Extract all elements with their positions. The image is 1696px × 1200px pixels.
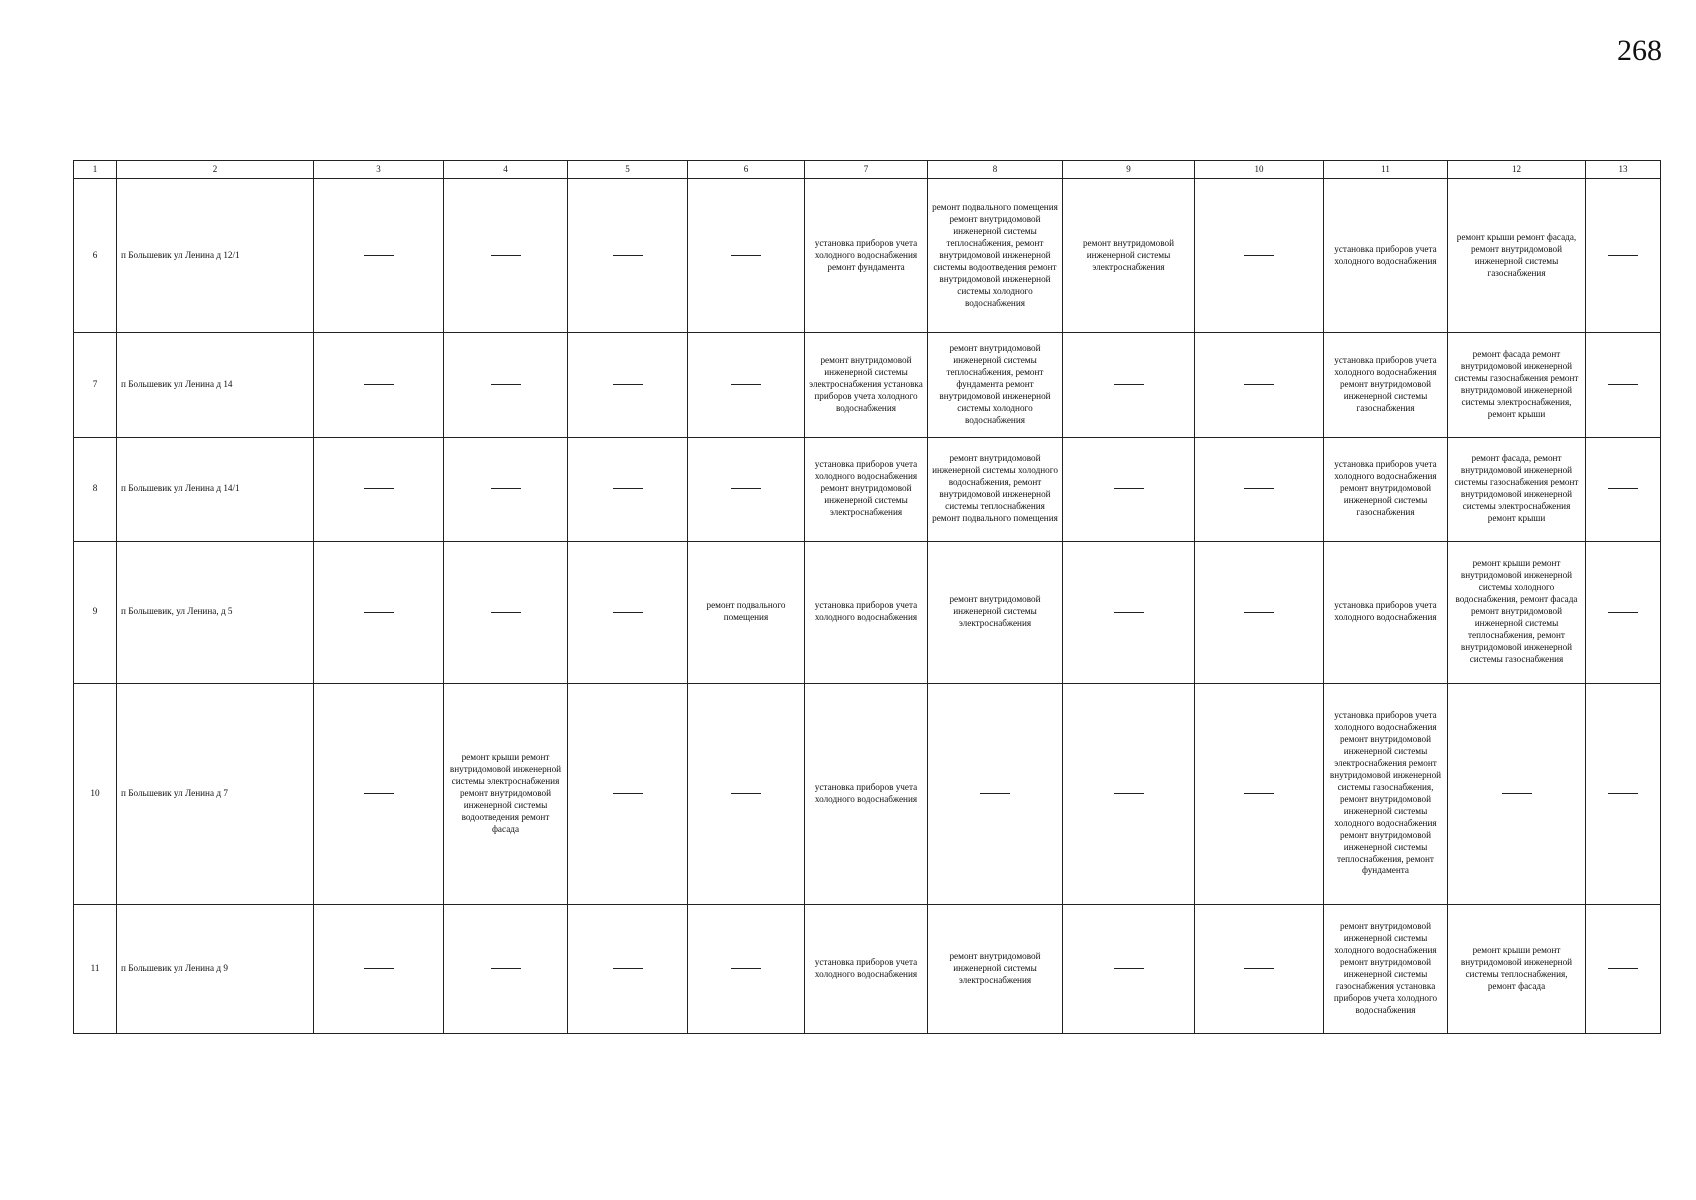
empty-dash-cell xyxy=(1586,437,1661,541)
dash-mark xyxy=(1114,384,1144,385)
address-cell: п Большевик, ул Ленина, д 5 xyxy=(117,541,314,683)
work-cell: установка приборов учета холодного водоснабжения xyxy=(805,683,928,904)
empty-dash-cell xyxy=(444,437,568,541)
empty-dash-cell xyxy=(688,683,805,904)
empty-dash-cell xyxy=(568,541,688,683)
dash-mark xyxy=(1244,968,1274,969)
work-cell: установка приборов учета холодного водоснабжения xyxy=(1324,541,1448,683)
work-cell: ремонт фасада, ремонт внутридомовой инженерной системы газоснабжения ремонт внутридомовой инженерной системы электроснабжения ремонт крыши xyxy=(1448,437,1586,541)
dash-mark xyxy=(491,612,521,613)
dash-mark xyxy=(364,488,394,489)
dash-mark xyxy=(364,255,394,256)
dash-mark xyxy=(613,384,643,385)
column-number: 5 xyxy=(568,161,688,179)
work-cell: установка приборов учета холодного водоснабжения xyxy=(805,904,928,1033)
empty-dash-cell xyxy=(314,904,444,1033)
work-cell: ремонт внутридомовой инженерной системы электроснабжения xyxy=(1063,179,1195,333)
table-row xyxy=(74,683,1661,904)
empty-dash-cell xyxy=(688,333,805,437)
empty-dash-cell xyxy=(1195,904,1324,1033)
empty-dash-cell xyxy=(568,437,688,541)
empty-dash-cell xyxy=(1586,683,1661,904)
empty-dash-cell xyxy=(688,437,805,541)
empty-dash-cell xyxy=(568,179,688,333)
work-cell: ремонт подвального помещения xyxy=(688,541,805,683)
work-cell: установка приборов учета холодного водоснабжения ремонт внутридомовой инженерной системы газоснабжения xyxy=(1324,437,1448,541)
row-number: 7 xyxy=(74,333,117,437)
column-number: 9 xyxy=(1063,161,1195,179)
empty-dash-cell xyxy=(688,179,805,333)
table-row xyxy=(74,333,1661,437)
dash-mark xyxy=(1502,793,1532,794)
dash-mark xyxy=(613,612,643,613)
empty-dash-cell xyxy=(1586,333,1661,437)
dash-mark xyxy=(491,488,521,489)
row-number: 10 xyxy=(74,683,117,904)
dash-mark xyxy=(1244,255,1274,256)
dash-mark xyxy=(613,793,643,794)
empty-dash-cell xyxy=(1195,179,1324,333)
work-cell: установка приборов учета холодного водоснабжения ремонт фундамента xyxy=(805,179,928,333)
empty-dash-cell xyxy=(688,904,805,1033)
column-number: 4 xyxy=(444,161,568,179)
empty-dash-cell xyxy=(1586,904,1661,1033)
page-number: 268 xyxy=(1617,34,1662,67)
empty-dash-cell xyxy=(1063,683,1195,904)
column-number: 1 xyxy=(74,161,117,179)
work-cell: установка приборов учета холодного водоснабжения ремонт внутридомовой инженерной системы электроснабжения xyxy=(805,437,928,541)
empty-dash-cell xyxy=(314,437,444,541)
dash-mark xyxy=(731,793,761,794)
column-number: 6 xyxy=(688,161,805,179)
dash-mark xyxy=(1244,612,1274,613)
table-body xyxy=(74,161,1661,1034)
dash-mark xyxy=(491,384,521,385)
work-cell: установка приборов учета холодного водоснабжения xyxy=(805,541,928,683)
address-cell: п Большевик ул Ленина д 12/1 xyxy=(117,179,314,333)
table-row xyxy=(74,437,1661,541)
empty-dash-cell xyxy=(568,683,688,904)
dash-mark xyxy=(364,793,394,794)
work-cell: установка приборов учета холодного водоснабжения ремонт внутридомовой инженерной системы электроснабжения ремонт внутридомовой инженерной системы газоснабжения, ремонт внутридомовой инженерной системы холодного водоснабжения ремонт внутридомовой инженерной системы теплоснабжения, ремонт фундамента xyxy=(1324,683,1448,904)
row-number: 8 xyxy=(74,437,117,541)
row-number: 11 xyxy=(74,904,117,1033)
dash-mark xyxy=(1114,612,1144,613)
address-cell: п Большевик ул Ленина д 14/1 xyxy=(117,437,314,541)
dash-mark xyxy=(1114,488,1144,489)
column-number: 12 xyxy=(1448,161,1586,179)
dash-mark xyxy=(364,612,394,613)
column-number: 3 xyxy=(314,161,444,179)
column-number: 2 xyxy=(117,161,314,179)
dash-mark xyxy=(731,488,761,489)
dash-mark xyxy=(491,968,521,969)
column-number: 8 xyxy=(928,161,1063,179)
empty-dash-cell xyxy=(1586,179,1661,333)
row-number: 6 xyxy=(74,179,117,333)
work-cell: ремонт внутридомовой инженерной системы электроснабжения xyxy=(928,904,1063,1033)
empty-dash-cell xyxy=(928,683,1063,904)
work-cell: ремонт внутридомовой инженерной системы холодного водоснабжения, ремонт внутридомовой инженерной системы теплоснабжения ремонт подвального помещения xyxy=(928,437,1063,541)
empty-dash-cell xyxy=(1063,904,1195,1033)
empty-dash-cell xyxy=(1195,437,1324,541)
empty-dash-cell xyxy=(444,541,568,683)
dash-mark xyxy=(364,384,394,385)
address-cell: п Большевик ул Ленина д 9 xyxy=(117,904,314,1033)
dash-mark xyxy=(1114,793,1144,794)
column-number: 7 xyxy=(805,161,928,179)
dash-mark xyxy=(1608,384,1638,385)
work-cell: установка приборов учета холодного водоснабжения xyxy=(1324,179,1448,333)
work-cell: ремонт крыши ремонт внутридомовой инженерной системы теплоснабжения, ремонт фасада xyxy=(1448,904,1586,1033)
table-row xyxy=(74,904,1661,1033)
column-number: 10 xyxy=(1195,161,1324,179)
work-cell: ремонт крыши ремонт внутридомовой инженерной системы холодного водоснабжения, ремонт фасада ремонт внутридомовой инженерной системы теплоснабжения, ремонт внутридомовой инженерной системы газоснабжения xyxy=(1448,541,1586,683)
column-number: 11 xyxy=(1324,161,1448,179)
work-cell: ремонт внутридомовой инженерной системы электроснабжения xyxy=(928,541,1063,683)
empty-dash-cell xyxy=(1063,333,1195,437)
address-cell: п Большевик ул Ленина д 7 xyxy=(117,683,314,904)
table-row xyxy=(74,541,1661,683)
dash-mark xyxy=(731,255,761,256)
dash-mark xyxy=(1244,488,1274,489)
empty-dash-cell xyxy=(444,179,568,333)
dash-mark xyxy=(1114,968,1144,969)
work-cell: ремонт крыши ремонт внутридомовой инженерной системы электроснабжения ремонт внутридомовой инженерной системы водоотведения ремонт фасада xyxy=(444,683,568,904)
work-cell: ремонт фасада ремонт внутридомовой инженерной системы газоснабжения ремонт внутридомовой инженерной системы электроснабжения, ремонт крыши xyxy=(1448,333,1586,437)
dash-mark xyxy=(613,488,643,489)
dash-mark xyxy=(731,968,761,969)
work-cell: ремонт крыши ремонт фасада, ремонт внутридомовой инженерной системы газоснабжения xyxy=(1448,179,1586,333)
empty-dash-cell xyxy=(1195,541,1324,683)
dash-mark xyxy=(1608,612,1638,613)
empty-dash-cell xyxy=(568,333,688,437)
work-cell: ремонт внутридомовой инженерной системы теплоснабжения, ремонт фундамента ремонт внутридомовой инженерной системы холодного водоснабжения xyxy=(928,333,1063,437)
table-row xyxy=(74,179,1661,333)
column-number: 13 xyxy=(1586,161,1661,179)
work-cell: ремонт внутридомовой инженерной системы электроснабжения установка приборов учета холодного водоснабжения xyxy=(805,333,928,437)
address-cell: п Большевик ул Ленина д 14 xyxy=(117,333,314,437)
empty-dash-cell xyxy=(314,333,444,437)
dash-mark xyxy=(1608,255,1638,256)
dash-mark xyxy=(731,384,761,385)
empty-dash-cell xyxy=(568,904,688,1033)
work-cell: установка приборов учета холодного водоснабжения ремонт внутридомовой инженерной системы газоснабжения xyxy=(1324,333,1448,437)
dash-mark xyxy=(1608,488,1638,489)
dash-mark xyxy=(491,255,521,256)
row-number: 9 xyxy=(74,541,117,683)
dash-mark xyxy=(1244,384,1274,385)
dash-mark xyxy=(613,968,643,969)
empty-dash-cell xyxy=(314,683,444,904)
empty-dash-cell xyxy=(314,541,444,683)
empty-dash-cell xyxy=(1063,437,1195,541)
empty-dash-cell xyxy=(1195,683,1324,904)
column-number-row xyxy=(74,161,1661,179)
empty-dash-cell xyxy=(1063,541,1195,683)
dash-mark xyxy=(1608,968,1638,969)
work-cell: ремонт подвального помещения ремонт внутридомовой инженерной системы теплоснабжения, ремонт внутридомовой инженерной системы водоотведения ремонт внутридомовой инженерной системы холодного водоснабжения xyxy=(928,179,1063,333)
empty-dash-cell xyxy=(444,904,568,1033)
dash-mark xyxy=(1244,793,1274,794)
empty-dash-cell xyxy=(444,333,568,437)
empty-dash-cell xyxy=(1448,683,1586,904)
work-cell: ремонт внутридомовой инженерной системы холодного водоснабжения ремонт внутридомовой инженерной системы газоснабжения установка приборов учета холодного водоснабжения xyxy=(1324,904,1448,1033)
dash-mark xyxy=(364,968,394,969)
dash-mark xyxy=(1608,793,1638,794)
empty-dash-cell xyxy=(1586,541,1661,683)
repair-schedule-table xyxy=(73,160,1661,1034)
empty-dash-cell xyxy=(314,179,444,333)
empty-dash-cell xyxy=(1195,333,1324,437)
dash-mark xyxy=(980,793,1010,794)
dash-mark xyxy=(613,255,643,256)
